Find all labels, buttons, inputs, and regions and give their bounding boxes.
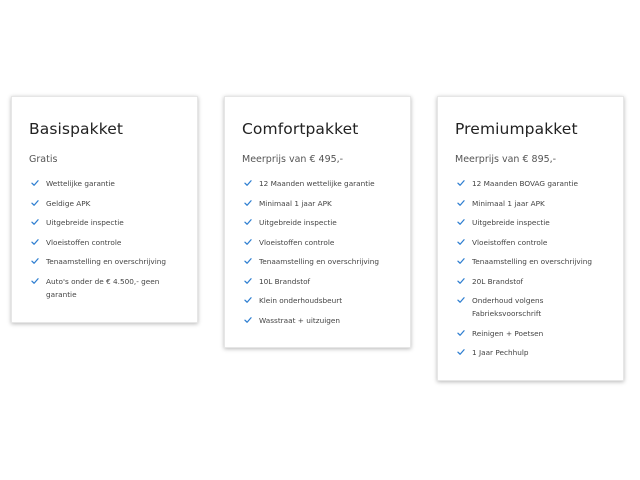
feature-label: Minimaal 1 jaar APK bbox=[259, 198, 332, 208]
check-icon bbox=[457, 348, 465, 356]
feature-item bbox=[455, 255, 606, 268]
feature-item bbox=[242, 314, 393, 327]
check-icon bbox=[244, 218, 252, 226]
check-icon bbox=[31, 179, 39, 187]
package-title: Basispakket bbox=[29, 120, 124, 138]
check-icon bbox=[244, 238, 252, 246]
check-icon bbox=[31, 238, 39, 246]
feature-item bbox=[455, 236, 606, 249]
feature-list bbox=[242, 177, 393, 327]
feature-item bbox=[29, 275, 180, 301]
feature-item bbox=[29, 177, 180, 190]
feature-item bbox=[455, 327, 606, 340]
feature-label: Wettelijke garantie bbox=[46, 179, 115, 188]
feature-label: Minimaal 1 jaar APK bbox=[472, 198, 545, 208]
check-icon bbox=[244, 316, 252, 324]
package-price: Meerprijs van € 895,- bbox=[455, 154, 557, 165]
check-icon bbox=[457, 257, 465, 265]
check-icon bbox=[31, 218, 39, 226]
feature-item bbox=[29, 197, 180, 210]
check-icon bbox=[244, 296, 252, 304]
feature-item bbox=[455, 197, 606, 210]
feature-list bbox=[29, 177, 180, 301]
feature-list bbox=[455, 177, 606, 359]
check-icon bbox=[457, 199, 465, 207]
check-icon bbox=[244, 277, 252, 285]
feature-label: Vloeistoffen controle bbox=[259, 237, 335, 247]
feature-label: Vloeistoffen controle bbox=[46, 237, 122, 247]
feature-label: Geldige APK bbox=[46, 198, 91, 208]
check-icon bbox=[457, 238, 465, 246]
feature-label: 1 Jaar Pechhulp bbox=[472, 348, 529, 357]
check-icon bbox=[31, 199, 39, 207]
feature-label: Tenaamstelling en overschrijving bbox=[472, 257, 592, 266]
check-icon bbox=[457, 218, 465, 226]
feature-label: 12 Maanden wettelijke garantie bbox=[259, 179, 375, 188]
feature-item bbox=[29, 255, 180, 268]
feature-label: Auto's onder de € 4.500,- geen garantie bbox=[46, 276, 160, 299]
feature-label: Tenaamstelling en overschrijving bbox=[46, 257, 166, 266]
feature-label: Klein onderhoudsbeurt bbox=[259, 296, 343, 305]
check-icon bbox=[244, 199, 252, 207]
package-card-comfort bbox=[224, 96, 411, 348]
feature-item bbox=[455, 294, 606, 320]
package-title: Premiumpakket bbox=[455, 120, 578, 138]
feature-item bbox=[29, 216, 180, 229]
check-icon bbox=[457, 277, 465, 285]
feature-label: 10L Brandstof bbox=[259, 276, 311, 286]
feature-label: 20L Brandstof bbox=[472, 276, 524, 286]
feature-label: Uitgebreide inspectie bbox=[259, 218, 337, 227]
package-price: Meerprijs van € 495,- bbox=[242, 154, 344, 165]
check-icon bbox=[457, 179, 465, 187]
feature-label: Tenaamstelling en overschrijving bbox=[259, 257, 379, 266]
check-icon bbox=[244, 179, 252, 187]
feature-item bbox=[455, 216, 606, 229]
feature-label: 12 Maanden BOVAG garantie bbox=[472, 179, 578, 188]
feature-label: Onderhoud volgens Fabrieksvoorschrift bbox=[472, 296, 544, 318]
package-title: Comfortpakket bbox=[242, 120, 359, 138]
feature-label: Uitgebreide inspectie bbox=[46, 218, 124, 227]
check-icon bbox=[31, 277, 39, 285]
feature-item bbox=[242, 275, 393, 288]
package-price: Gratis bbox=[29, 154, 58, 165]
package-card-basis bbox=[11, 96, 198, 323]
check-icon bbox=[457, 296, 465, 304]
feature-item bbox=[242, 197, 393, 210]
feature-item bbox=[242, 236, 393, 249]
feature-item bbox=[242, 216, 393, 229]
check-icon bbox=[244, 257, 252, 265]
feature-label: Vloeistoffen controle bbox=[472, 237, 548, 247]
check-icon bbox=[457, 329, 465, 337]
feature-item bbox=[455, 177, 606, 190]
feature-item bbox=[29, 236, 180, 249]
package-card-premium bbox=[437, 96, 624, 381]
feature-item bbox=[242, 255, 393, 268]
feature-label: Wasstraat + uitzuigen bbox=[259, 315, 340, 325]
feature-label: Reinigen + Poetsen bbox=[472, 328, 544, 338]
feature-item bbox=[242, 177, 393, 190]
feature-item bbox=[455, 346, 606, 359]
feature-item bbox=[455, 275, 606, 288]
feature-label: Uitgebreide inspectie bbox=[472, 218, 550, 227]
feature-item bbox=[242, 294, 393, 307]
check-icon bbox=[31, 257, 39, 265]
